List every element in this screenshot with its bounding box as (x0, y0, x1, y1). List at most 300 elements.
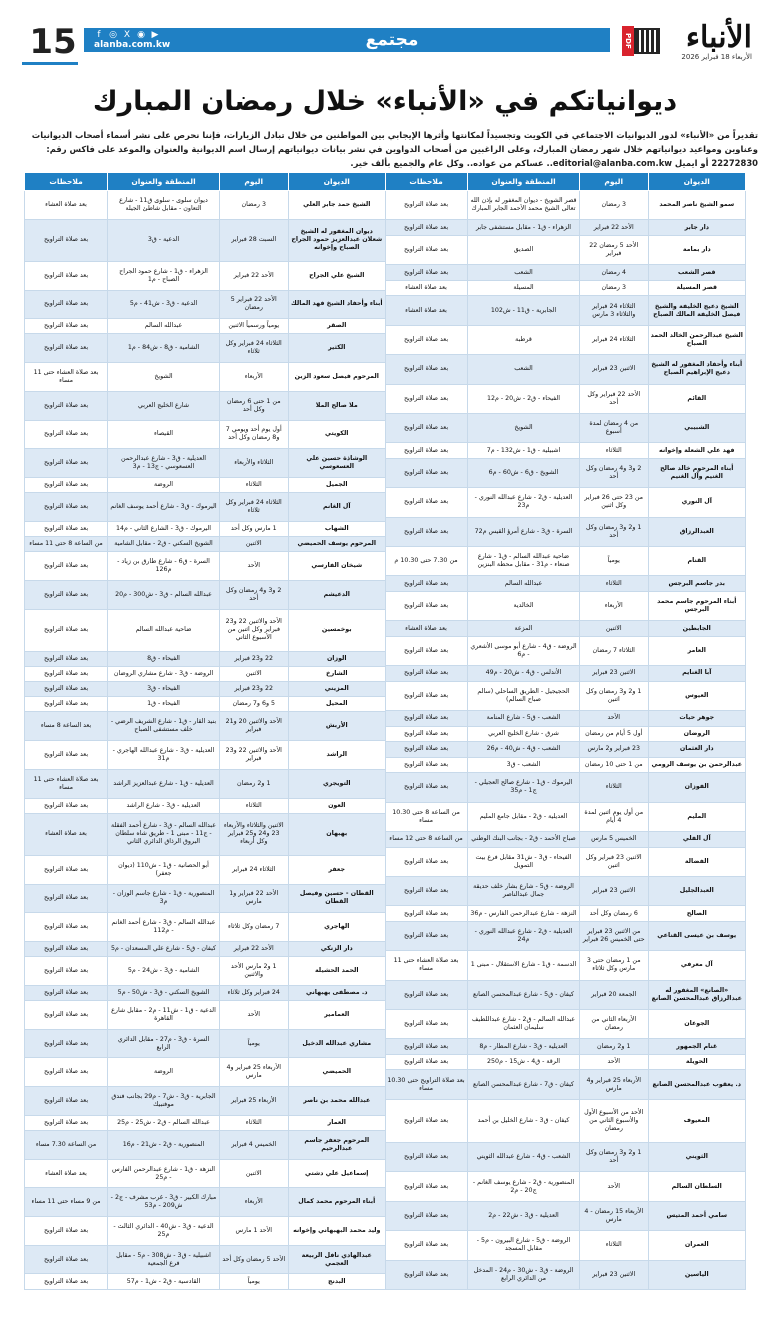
address-cell: اليرموك - ق3 - الشارع الثاني - م14 (108, 521, 220, 536)
address-cell: السرة - ق3 - م27 - مقابل الدائري الرابع (108, 1029, 220, 1058)
whatsapp-icon[interactable]: ◉ (137, 29, 145, 40)
notes-cell: بعد صلاة التراويح (385, 325, 468, 354)
day-cell: الأحد 22 فبراير و1 مارس (219, 884, 288, 913)
notes-cell: بعد صلاة التراويح (25, 666, 108, 681)
masthead (610, 22, 758, 66)
day-cell: الأحد 1 مارس (219, 1217, 288, 1246)
day-cell: السبت 28 فبراير (219, 219, 288, 261)
day-cell: الأربعاء 15 رمضان - 4 مارس (579, 1201, 648, 1230)
notes-cell: بعد صلاة التراويح (25, 319, 108, 334)
table-row (25, 449, 386, 478)
day-cell: أول 5 أيام من رمضان (579, 726, 648, 742)
address-cell: الشويخ السكني - ق3 - ش50 - م5 (108, 985, 220, 1000)
notes-cell: بعد صلاة التراويح (25, 334, 108, 363)
diwan-name-cell: دار الزنكي (288, 941, 385, 956)
notes-cell: بعد صلاة التراويح (385, 847, 468, 876)
address-cell: الجابرية - ق11 - ش102 (468, 296, 580, 325)
diwan-name-cell: د. يعقوب عبدالمحسن الصانع (648, 1070, 745, 1099)
address-cell: الروضة - ق5 - شارع البيرون - م5 - مقابل المسجد (468, 1231, 580, 1260)
table-row (25, 493, 386, 522)
address-cell: اليرموك - ق3 - شارع أحمد يوسف الغانم (108, 493, 220, 522)
address-cell: السرة - ق6 - شارع طارق بن زياد - م126 (108, 552, 220, 581)
day-cell: 3 رمضان (579, 191, 648, 220)
notes-cell: بعد صلاة التراويح (25, 493, 108, 522)
notes-cell: بعد صلاة التراويح (385, 413, 468, 442)
address-cell: الزهراء - ق1 - مقابل مستشفى جابر (468, 220, 580, 236)
day-cell: الأحد والاثنين 22 و23 فبراير وكل اثنين من الأسبوع الثاني (219, 609, 288, 651)
diwan-name-cell: الراشد (288, 741, 385, 770)
table-row (25, 521, 386, 536)
notes-cell: بعد صلاة التراويح (385, 636, 468, 665)
diwaniya-table-left (24, 172, 386, 1290)
diwan-name-cell: غنام الجمهور (648, 1039, 745, 1055)
table-row (25, 552, 386, 581)
day-cell: الأحد 22 فبراير (219, 261, 288, 290)
diwan-name-cell: الياسين (648, 1260, 745, 1289)
notes-cell: بعد صلاة التراويح (25, 741, 108, 770)
table-row (385, 235, 746, 264)
diwan-name-cell: الصالح (648, 906, 745, 922)
day-cell: الأحد 22 فبراير (579, 220, 648, 236)
table-row (25, 290, 386, 319)
day-cell: الأربعاء 25 فبراير و4 مارس (579, 1070, 648, 1099)
day-cell: يومياً (219, 1029, 288, 1058)
address-cell: العديلية - ق2 - مقابل جامع المليم (468, 802, 580, 831)
table-row (385, 355, 746, 384)
day-cell: الثلاثاء (579, 1231, 648, 1260)
diwan-name-cell: الوزان (288, 651, 385, 666)
diwan-name-cell: وليد محمد البهبهاني وإخوانه (288, 1217, 385, 1246)
day-cell: 1 و2 رمضان (579, 1039, 648, 1055)
address-cell: العديلية - ق2 - شارع عبدالله النوري - م24 (468, 921, 580, 950)
notes-cell: بعد صلاة التراويح (385, 517, 468, 546)
notes-cell: بعد صلاة التراويح (25, 884, 108, 913)
day-cell: الأحد 22 فبراير (219, 941, 288, 956)
notes-cell: بعد صلاة التراويح (385, 711, 468, 727)
day-cell: 24 فبراير وكل ثلاثاء (219, 985, 288, 1000)
day-cell: من 23 حتى 26 فبراير وكل اثنين (579, 488, 648, 517)
diwan-name-cell: العمامير (288, 1001, 385, 1030)
notes-cell: بعد صلاة التراويح (25, 682, 108, 697)
diwan-name-cell: الفضالة (648, 847, 745, 876)
table-row (385, 458, 746, 487)
diwan-name-cell: «الصانع» المغفور له عبدالرزاق عبدالمحسن الصانع (648, 980, 745, 1009)
newspaper-logo: الأنباء (685, 20, 752, 55)
table-row (385, 1231, 746, 1260)
address-cell: الشعب - ق3 (468, 757, 580, 773)
notes-cell: بعد صلاة التراويح (385, 265, 468, 281)
table-row (385, 325, 746, 354)
table-row (385, 1099, 746, 1142)
day-cell: الثلاثاء 24 فبراير (579, 325, 648, 354)
address-cell: الدعية - ق3 - ش40 - الدائري الثالث - م25 (108, 1217, 220, 1246)
day-cell: الأحد 22 فبراير 5 رمضان (219, 290, 288, 319)
day-cell: الأحد (579, 1172, 648, 1201)
address-cell: عبدالله السالم - ق3 - ش300 - م20 (108, 580, 220, 609)
diwan-name-cell: جوهر حيات (648, 711, 745, 727)
address-cell: عبدالله السالم (468, 576, 580, 592)
notes-cell: بعد صلاة التراويح (385, 1143, 468, 1172)
diwan-name-cell: المليم (648, 802, 745, 831)
diwan-name-cell: الثويني (648, 1143, 745, 1172)
diwan-name-cell: آل معرفي (648, 951, 745, 980)
notes-cell: بعد صلاة التراويح (385, 1201, 468, 1230)
diwan-name-cell: آبا الغنايم (648, 666, 745, 682)
table-row (25, 813, 386, 855)
table-row (25, 1001, 386, 1030)
address-cell: الشويخ (468, 413, 580, 442)
table-row (25, 1245, 386, 1274)
diwan-name-cell: العبدالجليل (648, 876, 745, 905)
table-row (25, 609, 386, 651)
table-row (385, 220, 746, 236)
notes-cell: بعد صلاة التراويح (385, 355, 468, 384)
table-row (385, 191, 746, 220)
notes-cell: بعد صلاة التراويح (25, 798, 108, 813)
day-cell: الأحد والاثنين 22 و23 فبراير (219, 741, 288, 770)
diwan-name-cell: قصر الشعب (648, 265, 745, 281)
address-cell: النزهة - شارع عبدالرحمن الفارس - م36 (468, 906, 580, 922)
table-row (385, 666, 746, 682)
address-cell: ضاحية عبدالله السالم - ق1 - شارع صنعاء - م31 - مقابل محطة البنزين (468, 546, 580, 575)
address-cell: عبدالله السالم - ق3 - شارع أحمد الفقلة - ج11 - مبنى 1 - طريق شاه سلطان البروق الرذاق الدائري الثاني (108, 813, 220, 855)
address-cell: الرقة - ق4 - ش15 - م250 (468, 1054, 580, 1070)
diwan-name-cell: فهد علي الشعلة وإخوانه (648, 443, 745, 459)
table-row (25, 712, 386, 741)
day-cell: الأربعاء (219, 1188, 288, 1217)
address-cell: الروضة - ق3 - شارع مشاري الروضان (108, 666, 220, 681)
col-header-address: المنطقة والعنوان (468, 173, 580, 191)
diwan-name-cell: أبناء المرحوم محمد كمال (288, 1188, 385, 1217)
address-cell: الروضة - ق3 - ش30 - م24 - المدخل من الدائري الرابع (468, 1260, 580, 1289)
table-row (25, 191, 386, 220)
day-cell: 3 رمضان (219, 191, 288, 220)
diwan-name-cell: مشاري عبدالله الدخيل (288, 1029, 385, 1058)
notes-cell: من الساعة 8 حتى 11 مساء (25, 536, 108, 551)
table-row (25, 855, 386, 884)
table-row (25, 1217, 386, 1246)
table-row (385, 413, 746, 442)
diwan-name-cell: الروضان (648, 726, 745, 742)
day-cell: الأحد (219, 552, 288, 581)
address-cell: عبدالله السالم - ق2 - ش25 - م25 (108, 1115, 220, 1130)
address-cell: مبارك الكبير - ق3 - غرب مشرف - ج2 - ش209 - م53 (108, 1188, 220, 1217)
notes-cell: من الساعة 8 حتى 12 مساء (385, 832, 468, 848)
diwan-name-cell: التويجري (288, 769, 385, 798)
address-cell: الروضة (108, 1058, 220, 1087)
diwan-name-cell: بوخمسين (288, 609, 385, 651)
table-row (25, 741, 386, 770)
diwan-name-cell: الشيخ حمد جابر العلي (288, 191, 385, 220)
day-cell: الاثنين (219, 666, 288, 681)
address-cell: كيفان - ق3 - شارع الخليل بن أحمد (468, 1099, 580, 1142)
table-row (385, 517, 746, 546)
day-cell: الاثنين (219, 536, 288, 551)
table-row (385, 546, 746, 575)
notes-cell: بعد صلاة التراويح (25, 651, 108, 666)
day-cell: الأربعاء 25 فبراير (219, 1087, 288, 1116)
day-cell: الثلاثاء (579, 443, 648, 459)
table-row (385, 576, 746, 592)
notes-cell: بعد صلاة التراويح (385, 384, 468, 413)
address-cell: كيفان - ق5 - شارع عبدالمحسن الصانع (468, 980, 580, 1009)
instagram-icon[interactable]: ◎ (109, 29, 117, 40)
address-cell: الفيحاء - ق3 (108, 682, 220, 697)
diwan-name-cell: الشهاب (288, 521, 385, 536)
day-cell: 4 رمضان (579, 265, 648, 281)
diwan-name-cell: آل الفلي (648, 832, 745, 848)
day-cell: أول يوم أحد ويومي 7 و8 رمضان وكل أحد (219, 420, 288, 449)
notes-cell: بعد صلاة التراويح (25, 219, 108, 261)
notes-cell: بعد صلاة التراويح (25, 580, 108, 609)
address-cell: الحجيجيل - الطريق الساحلي (سالم صباح السالم) (468, 681, 580, 710)
table-row (385, 980, 746, 1009)
day-cell: 2 و3 و4 رمضان وكل أحد (579, 458, 648, 487)
notes-cell: من الساعة 8 حتى 10.30 مساء (385, 802, 468, 831)
day-cell: الجمعة 20 فبراير (579, 980, 648, 1009)
diwan-name-cell: دار بمامة (648, 235, 745, 264)
table-row (25, 769, 386, 798)
table-row (25, 957, 386, 986)
qr-code-icon (634, 28, 660, 54)
diwan-name-cell: آل الغانم (288, 493, 385, 522)
day-cell: الاثنين 23 فبراير وكل اثنين (579, 847, 648, 876)
address-cell: الزهراء - ق1 - شارع حمود الجراح الصباح - م1 (108, 261, 220, 290)
diwan-name-cell: الصقر (288, 319, 385, 334)
day-cell: الاثنين والثلاثاء والأربعاء 23 و24 و25 فبراير وكل أربعاء (219, 813, 288, 855)
day-cell: الثلاثاء 7 رمضان (579, 636, 648, 665)
table-header-row (25, 173, 386, 191)
table-row (385, 847, 746, 876)
day-cell: الثلاثاء (219, 477, 288, 492)
table-row (385, 1009, 746, 1038)
notes-cell: بعد صلاة التراويح (25, 941, 108, 956)
notes-cell: بعد صلاة التراويح (25, 1087, 108, 1116)
diwan-name-cell: د. مصطفى بهبهاني (288, 985, 385, 1000)
notes-cell: بعد صلاة التراويح (385, 757, 468, 773)
col-header-diwan: الديوان (648, 173, 745, 191)
table-row (25, 1115, 386, 1130)
address-cell: الشويخ - ق6 - ش60 - م6 (468, 458, 580, 487)
table-row (25, 536, 386, 551)
day-cell: الاثنين 23 فبراير (579, 1260, 648, 1289)
day-cell: 22 و23 فبراير (219, 651, 288, 666)
diwan-name-cell: البدنج (288, 1274, 385, 1290)
diwan-name-cell: أبناء وأحفاد المغفور له الشيخ دعيج الإبراهيم الصباح (648, 355, 745, 384)
notes-cell: بعد صلاة التراويح (25, 290, 108, 319)
notes-cell: بعد صلاة التراويح (385, 1260, 468, 1289)
address-cell: الدعية - ق1 - ش11 - م2 - مقابل شارع القاهرة (108, 1001, 220, 1030)
notes-cell: بعد صلاة التراويح (385, 1231, 468, 1260)
notes-cell: من الساعة 7.30 مساء (25, 1130, 108, 1159)
table-row (385, 280, 746, 296)
day-cell: يومياً (579, 546, 648, 575)
diwan-name-cell: المزيني (288, 682, 385, 697)
issue-date: الأربعاء 18 فبراير 2026 (681, 53, 752, 61)
table-row (385, 757, 746, 773)
diwan-name-cell: السلطان السالم (648, 1172, 745, 1201)
table-header-row (385, 173, 746, 191)
day-cell: من 1 حتى 10 رمضان (579, 757, 648, 773)
address-cell: الروضة - ق4 - شارع أبو موسى الأشعري - م6 (468, 636, 580, 665)
notes-cell: بعد صلاة التراويح (385, 666, 468, 682)
notes-cell: بعد صلاة التراويح (385, 1172, 468, 1201)
pdf-badge[interactable]: PDF (622, 26, 634, 56)
day-cell: 1 و2 و3 رمضان وكل اثنين (579, 681, 648, 710)
notes-cell: بعد صلاة التراويح (385, 1054, 468, 1070)
day-cell: الثلاثاء 24 فبراير وكل ثلاثاء (219, 334, 288, 363)
address-cell: العديلية - ق3 - شارع عبدالرحمن العسعوسي - ج13 - م3 (108, 449, 220, 478)
day-cell: من 1 رمضان حتى 3 مارس وكل ثلاثاء (579, 951, 648, 980)
notes-cell: بعد صلاة التراويح (385, 191, 468, 220)
notes-cell: بعد صلاة التراويح (385, 458, 468, 487)
diwan-name-cell: بهبهان (288, 813, 385, 855)
diwan-name-cell: العون (288, 798, 385, 813)
day-cell: الأحد (579, 711, 648, 727)
day-cell: الأحد 5 رمضان 22 فبراير (579, 235, 648, 264)
day-cell: 1 و2 رمضان (219, 769, 288, 798)
table-row (385, 951, 746, 980)
diwan-name-cell: قصر المسيلة (648, 280, 745, 296)
table-row (25, 985, 386, 1000)
table-row (385, 1070, 746, 1099)
address-cell: العديلية - ق3 - شارع عبدالله الهاجري - م31 (108, 741, 220, 770)
notes-cell: بعد صلاة التراويح (385, 906, 468, 922)
diwan-name-cell: الشيخ عبدالرحمن الخالد الحمد الصباح (648, 325, 745, 354)
address-cell: الشامية - ق8 - ش84 - م1 (108, 334, 220, 363)
day-cell: 1 و2 و3 رمضان وكل أحد (579, 517, 648, 546)
address-cell: الدسمة - ق1 - شارع الاستقلال - مبنى 1 (468, 951, 580, 980)
notes-cell: بعد صلاة التراويح (25, 1058, 108, 1087)
diwan-name-cell: العبدالرزاق (648, 517, 745, 546)
diwan-name-cell: بدر جاسم البرجس (648, 576, 745, 592)
table-row (385, 384, 746, 413)
address-cell: المنصورية - ق2 - شارع يوسف الغانم - ج20 - م2 (468, 1172, 580, 1201)
page-header (22, 22, 758, 66)
notes-cell: من 7.30 حتى 10.30 م (385, 546, 468, 575)
diwan-name-cell: العمار (288, 1115, 385, 1130)
address-cell: المزعة (468, 621, 580, 637)
day-cell: 22 و23 فبراير (219, 682, 288, 697)
address-cell: اليرموك - ق1 - شارع صالح العجيلي - ج1 - م35 (468, 773, 580, 802)
diwan-name-cell: الحويلة (648, 1054, 745, 1070)
day-cell: الاثنين 23 فبراير (579, 876, 648, 905)
address-cell: الروضة (108, 477, 220, 492)
address-cell: الشعب (468, 265, 580, 281)
notes-cell: بعد الساعة 8 مساء (25, 712, 108, 741)
address-cell: العديلية - ق3 - شارع المطار - م8 (468, 1039, 580, 1055)
diwan-name-cell: الوشاذة حسين علي العسعوسي (288, 449, 385, 478)
table-row (25, 884, 386, 913)
diwan-name-cell: إسماعيل علي دشتي (288, 1159, 385, 1188)
table-row (25, 1087, 386, 1116)
diwan-name-cell: الكويتي (288, 420, 385, 449)
page-headline: ديوانياتكم في «الأنباء» خلال رمضان المبارك (92, 86, 678, 117)
notes-cell: بعد صلاة التراويح (25, 477, 108, 492)
diwan-name-cell: جعفر (288, 855, 385, 884)
youtube-icon[interactable]: ▶ (151, 29, 159, 40)
table-row (25, 420, 386, 449)
diwan-name-cell: الهاجري (288, 913, 385, 942)
diwan-name-cell: ديوان المغفور له الشيخ شعلان عبدالعزيز حمود الجراح الصباح وإخوانه (288, 219, 385, 261)
table-row (25, 363, 386, 392)
address-cell: المنصورية - ق2 - ش21 - م16 (108, 1130, 220, 1159)
table-row (385, 1260, 746, 1289)
address-cell: العديلية - ق2 - شارع عبدالله النوري - م23 (468, 488, 580, 517)
notes-cell: بعد صلاة التراويح (385, 742, 468, 758)
col-header-day: اليوم (219, 173, 288, 191)
address-cell: الخالدية (468, 591, 580, 620)
notes-cell: بعد صلاة العشاء (25, 1159, 108, 1188)
notes-cell: بعد صلاة العشاء حتى 11 مساء (25, 769, 108, 798)
diwan-name-cell: الكثير (288, 334, 385, 363)
facebook-icon[interactable]: f (97, 29, 101, 40)
day-cell: الاثنين (579, 621, 648, 637)
table-row (385, 296, 746, 325)
diwan-name-cell: سامي أحمد المتيس (648, 1201, 745, 1230)
diwan-name-cell: عبدالهادي نافل الربيعة العجمي (288, 1245, 385, 1274)
diwaniya-table-right (384, 172, 746, 1290)
day-cell: الأحد من الأسبوع الأول والأسبوع الثاني من رمضان (579, 1099, 648, 1142)
day-cell: يومياً ورسمياً الاثنين (219, 319, 288, 334)
day-cell: 1 و2 مارس الأحد والاثنين (219, 957, 288, 986)
table-row (25, 1130, 386, 1159)
x-twitter-icon[interactable]: X (123, 29, 131, 40)
address-cell: ضاحية عبدالله السالم (108, 609, 220, 651)
address-cell: القادسية - ق2 - ش1 - م57 (108, 1274, 220, 1290)
address-cell: عبدالله السالم (108, 319, 220, 334)
table-row (25, 1159, 386, 1188)
diwan-name-cell: الدعيشم (288, 580, 385, 609)
day-cell: الأحد (219, 1001, 288, 1030)
notes-cell: بعد صلاة التراويح حتى 10.30 مساء (385, 1070, 468, 1099)
table-row (25, 319, 386, 334)
day-cell: 6 رمضان وكل أحد (579, 906, 648, 922)
notes-cell: من 9 مساء حتى 11 مساء (25, 1188, 108, 1217)
table-row (385, 1143, 746, 1172)
table-row (25, 261, 386, 290)
col-header-notes: ملاحظات (25, 173, 108, 191)
address-cell: كيفان - ق7 - شارع عبدالمحسن الصانع (468, 1070, 580, 1099)
diwan-name-cell: يوسف بن عيسى القناعي (648, 921, 745, 950)
table-row (25, 477, 386, 492)
address-cell: الأندلس - ق4 - ش20 - م49 (468, 666, 580, 682)
day-cell: يومياً (219, 1274, 288, 1290)
address-cell: بنيد القار - ق1 - شارع الشريف الرضي - خلف مستشفى الصباح (108, 712, 220, 741)
day-cell: الثلاثاء (219, 1115, 288, 1130)
address-cell: العديلية - ق3 - شارع الراشد (108, 798, 220, 813)
day-cell: الأحد 5 رمضان وكل أحد (219, 1245, 288, 1274)
diwan-name-cell: آل النوري (648, 488, 745, 517)
diwan-name-cell: شيخان الفارسي (288, 552, 385, 581)
table-row (25, 580, 386, 609)
notes-cell: بعد صلاة العشاء (385, 621, 468, 637)
site-url[interactable]: alanba.com.kw (94, 39, 171, 50)
table-row (385, 488, 746, 517)
day-cell: الثلاثاء (219, 798, 288, 813)
table-row (25, 798, 386, 813)
day-cell: الثلاثاء 24 فبراير والثلاثاء 3 مارس (579, 296, 648, 325)
intro-paragraph: تقديراً من «الأنباء» لدور الديوانيات الاجتماعي في الكويت وتجسيداً لمكانتها وأثرها الإيجابي بين المواطنين من خلال تبادل الزيارات، فإننا نحرص على نشر أسماء أصحاب الديوانيات وعناوين ومواعيد ديوانياتهم خلال شهر رمضان المبارك، وعلى الراغبين من أصحاب الدواوين في نشر بيانات ديوانياتهم إرسال اسم الديوانية والعنوان والموعد على فاكس رقم: 22272830 أو ايميل editorial@alanba.com.kw.. عساكم من عواده.. وكل عام والجميع بألف خير. (31, 130, 758, 168)
notes-cell: بعد صلاة التراويح (25, 261, 108, 290)
address-cell: اشبيلية - ق3 - ش308 - م5 - مقابل فرع الجمعية (108, 1245, 220, 1274)
notes-cell: بعد صلاة العشاء (385, 280, 468, 296)
notes-cell: بعد صلاة التراويح (385, 681, 468, 710)
notes-cell: بعد صلاة العشاء حتى 11 مساء (25, 363, 108, 392)
notes-cell: بعد صلاة التراويح (385, 235, 468, 264)
notes-cell: بعد صلاة العشاء (25, 813, 108, 855)
table-row (385, 711, 746, 727)
